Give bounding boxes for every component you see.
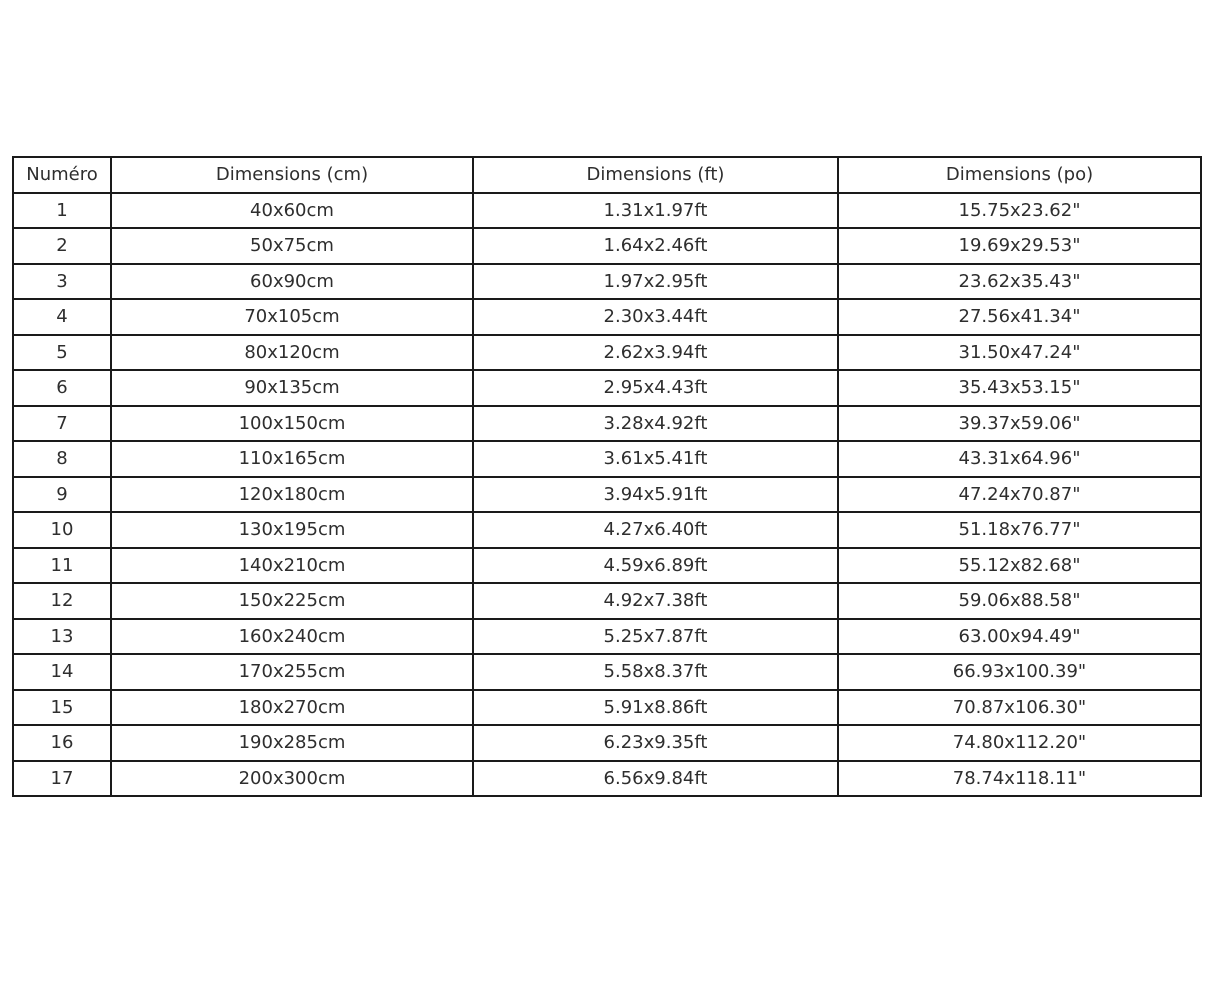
- cell-numero: 6: [13, 370, 111, 406]
- cell-dimensions-ft: 4.92x7.38ft: [473, 583, 838, 619]
- header-dimensions-ft: Dimensions (ft): [473, 157, 838, 193]
- cell-numero: 13: [13, 619, 111, 655]
- table-row: [13, 370, 1201, 406]
- table-row: [13, 441, 1201, 477]
- table-row: [13, 264, 1201, 300]
- table-row: [13, 690, 1201, 726]
- header-dimensions-cm: Dimensions (cm): [111, 157, 473, 193]
- cell-dimensions-cm: 40x60cm: [111, 193, 473, 229]
- cell-numero: 14: [13, 654, 111, 690]
- cell-dimensions-po: 27.56x41.34": [838, 299, 1201, 335]
- cell-dimensions-ft: 2.62x3.94ft: [473, 335, 838, 371]
- cell-dimensions-po: 55.12x82.68": [838, 548, 1201, 584]
- cell-dimensions-po: 70.87x106.30": [838, 690, 1201, 726]
- table-row: [13, 512, 1201, 548]
- cell-numero: 17: [13, 761, 111, 797]
- cell-dimensions-cm: 50x75cm: [111, 228, 473, 264]
- cell-dimensions-po: 39.37x59.06": [838, 406, 1201, 442]
- cell-numero: 15: [13, 690, 111, 726]
- cell-dimensions-po: 19.69x29.53": [838, 228, 1201, 264]
- table-row: [13, 406, 1201, 442]
- cell-dimensions-po: 59.06x88.58": [838, 583, 1201, 619]
- cell-dimensions-ft: 6.23x9.35ft: [473, 725, 838, 761]
- table-body: [13, 193, 1201, 797]
- cell-dimensions-cm: 190x285cm: [111, 725, 473, 761]
- cell-dimensions-cm: 150x225cm: [111, 583, 473, 619]
- cell-dimensions-cm: 180x270cm: [111, 690, 473, 726]
- cell-dimensions-po: 74.80x112.20": [838, 725, 1201, 761]
- cell-dimensions-po: 66.93x100.39": [838, 654, 1201, 690]
- cell-numero: 9: [13, 477, 111, 513]
- cell-dimensions-po: 51.18x76.77": [838, 512, 1201, 548]
- cell-dimensions-ft: 6.56x9.84ft: [473, 761, 838, 797]
- cell-dimensions-ft: 4.59x6.89ft: [473, 548, 838, 584]
- cell-numero: 3: [13, 264, 111, 300]
- cell-dimensions-cm: 100x150cm: [111, 406, 473, 442]
- cell-dimensions-cm: 160x240cm: [111, 619, 473, 655]
- cell-dimensions-cm: 140x210cm: [111, 548, 473, 584]
- cell-dimensions-po: 43.31x64.96": [838, 441, 1201, 477]
- cell-dimensions-ft: 4.27x6.40ft: [473, 512, 838, 548]
- cell-numero: 7: [13, 406, 111, 442]
- header-row: [13, 157, 1201, 193]
- cell-numero: 2: [13, 228, 111, 264]
- cell-dimensions-po: 15.75x23.62": [838, 193, 1201, 229]
- cell-dimensions-cm: 70x105cm: [111, 299, 473, 335]
- table-row: [13, 619, 1201, 655]
- cell-dimensions-cm: 120x180cm: [111, 477, 473, 513]
- size-conversion-table: [12, 156, 1202, 797]
- size-conversion-table-container: [12, 156, 1202, 797]
- cell-dimensions-cm: 130x195cm: [111, 512, 473, 548]
- table-row: [13, 654, 1201, 690]
- table-row: [13, 725, 1201, 761]
- cell-numero: 8: [13, 441, 111, 477]
- cell-dimensions-ft: 5.25x7.87ft: [473, 619, 838, 655]
- cell-dimensions-cm: 170x255cm: [111, 654, 473, 690]
- cell-numero: 5: [13, 335, 111, 371]
- cell-dimensions-ft: 5.58x8.37ft: [473, 654, 838, 690]
- cell-dimensions-po: 47.24x70.87": [838, 477, 1201, 513]
- cell-dimensions-ft: 1.64x2.46ft: [473, 228, 838, 264]
- cell-dimensions-po: 35.43x53.15": [838, 370, 1201, 406]
- table-row: [13, 761, 1201, 797]
- table-row: [13, 228, 1201, 264]
- cell-dimensions-ft: 3.94x5.91ft: [473, 477, 838, 513]
- table-row: [13, 335, 1201, 371]
- cell-dimensions-ft: 1.97x2.95ft: [473, 264, 838, 300]
- cell-dimensions-cm: 60x90cm: [111, 264, 473, 300]
- table-row: [13, 193, 1201, 229]
- cell-dimensions-ft: 5.91x8.86ft: [473, 690, 838, 726]
- header-dimensions-po: Dimensions (po): [838, 157, 1201, 193]
- cell-dimensions-po: 23.62x35.43": [838, 264, 1201, 300]
- table-row: [13, 583, 1201, 619]
- cell-numero: 11: [13, 548, 111, 584]
- cell-dimensions-ft: 1.31x1.97ft: [473, 193, 838, 229]
- cell-dimensions-po: 31.50x47.24": [838, 335, 1201, 371]
- cell-dimensions-cm: 80x120cm: [111, 335, 473, 371]
- cell-dimensions-cm: 110x165cm: [111, 441, 473, 477]
- cell-dimensions-po: 63.00x94.49": [838, 619, 1201, 655]
- cell-numero: 1: [13, 193, 111, 229]
- cell-numero: 10: [13, 512, 111, 548]
- cell-dimensions-cm: 200x300cm: [111, 761, 473, 797]
- header-numero: Numéro: [13, 157, 111, 193]
- table-row: [13, 477, 1201, 513]
- cell-numero: 12: [13, 583, 111, 619]
- cell-dimensions-cm: 90x135cm: [111, 370, 473, 406]
- cell-numero: 16: [13, 725, 111, 761]
- cell-dimensions-ft: 2.95x4.43ft: [473, 370, 838, 406]
- cell-dimensions-po: 78.74x118.11": [838, 761, 1201, 797]
- table-row: [13, 548, 1201, 584]
- table-row: [13, 299, 1201, 335]
- cell-dimensions-ft: 3.28x4.92ft: [473, 406, 838, 442]
- cell-numero: 4: [13, 299, 111, 335]
- cell-dimensions-ft: 2.30x3.44ft: [473, 299, 838, 335]
- cell-dimensions-ft: 3.61x5.41ft: [473, 441, 838, 477]
